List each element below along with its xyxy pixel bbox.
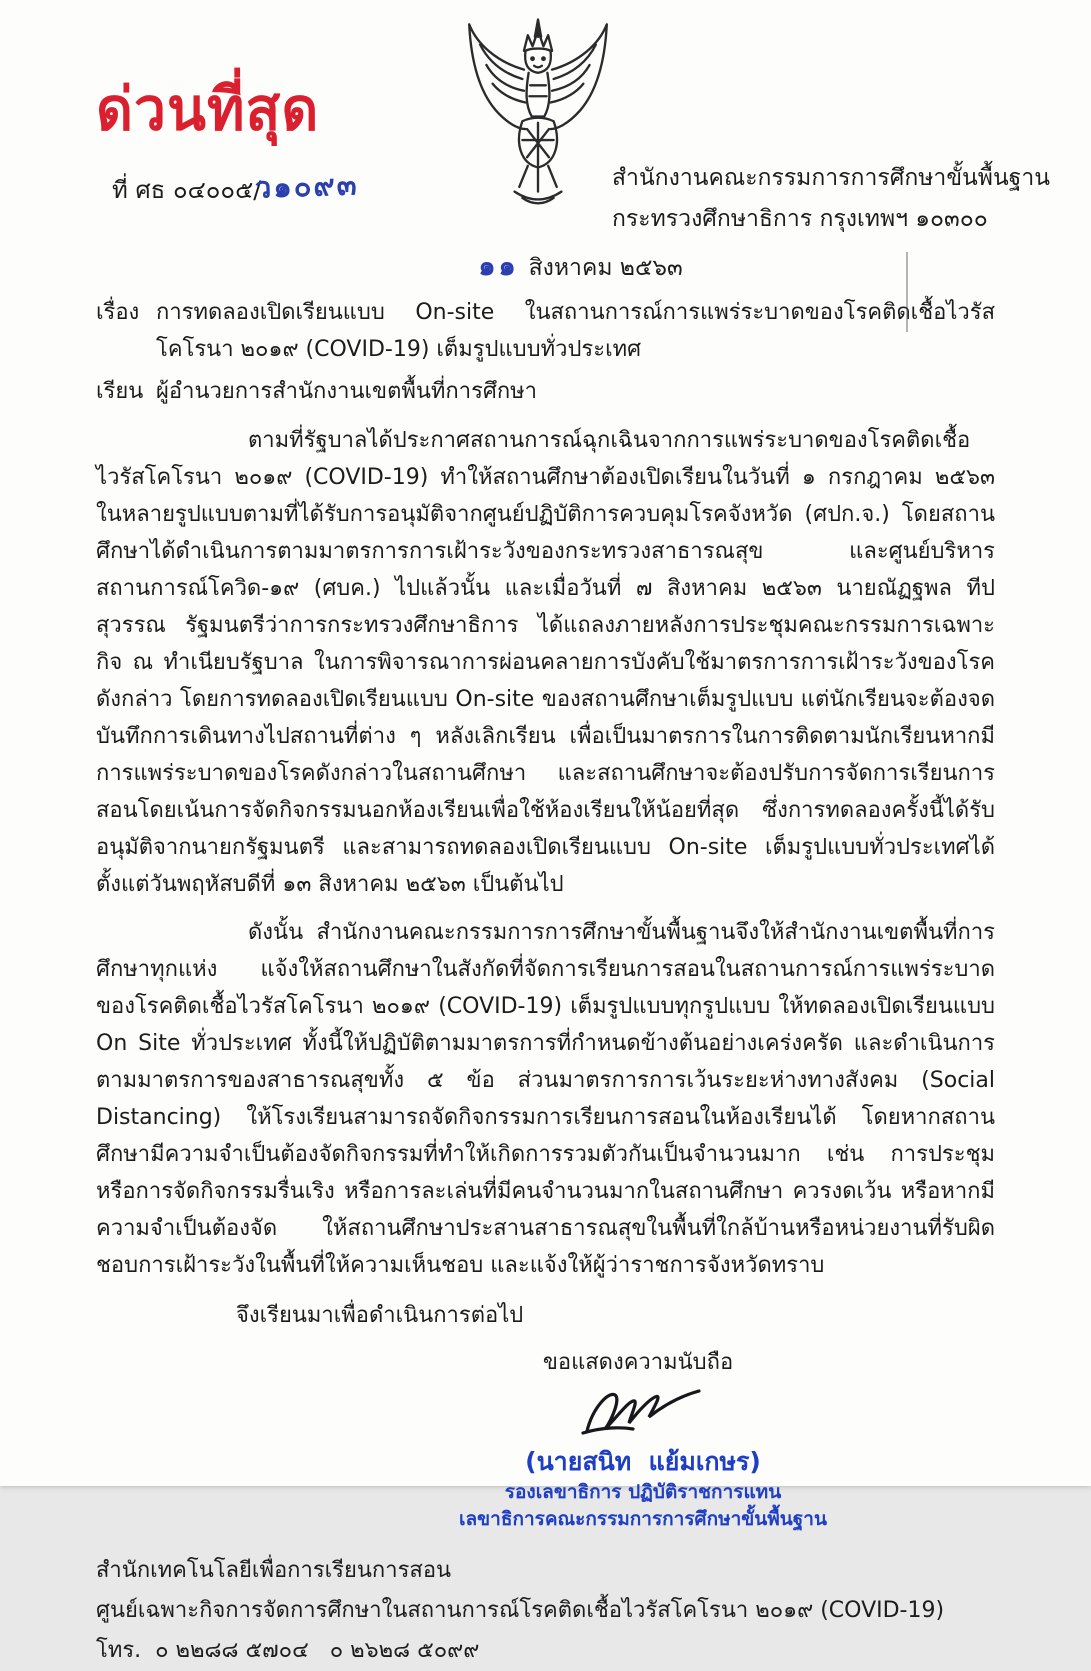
subject-label: เรื่อง [96, 300, 140, 325]
signature-icon [428, 1383, 858, 1445]
paragraph-1: ตามที่รัฐบาลได้ประกาศสถานการณ์ฉุกเฉินจากการแพร่ระบาดของโรคติดเชื้อไวรัสโคโรนา ๒๐๑๙ (COVID-19) ทำให้สถานศึกษาต้องเปิดเรียนในวันที่ ๑ กรกฎาคม ๒๕๖๓ ในหลายรูปแบบตามที่ได้รับการอนุมัติจากศูนย์ปฏิบัติการควบคุมโรคจังหวัด (ศปก.จ.) โดยสถานศึกษาได้ดำเนินการตามมาตรการการเฝ้าระวังของกระทรวงสาธารณสุข และศูนย์บริหารสถานการณ์โควิด-๑๙ (ศบค.) ไปแล้วนั้น และเมื่อวันที่ ๗ สิงหาคม ๒๕๖๓ นายณัฏฐพล ทีปสุวรรณ รัฐมนตรีว่าการกระทรวงศึกษาธิการ ได้แถลงภายหลังการประชุมคณะกรรมการเฉพาะกิจ ณ ทำเนียบรัฐบาล ในการพิจารณาการผ่อนคลายการบังคับใช้มาตรการการเฝ้าระวังของโรคดังกล่าว โดยการทดลองเปิดเรียนแบบ On-site ของสถานศึกษาเต็มรูปแบบ แต่นักเรียนจะต้องจดบันทึกการเดินทางไปสถานที่ต่าง ๆ หลังเลิกเรียน เพื่อเป็นมาตรการในการติดตามนักเรียนหากมีการแพร่ระบาดของโรคดังกล่าวในสถานศึกษา และสถานศึกษาจะต้องปรับการจัดการเรียนการสอนโดยเน้นการจัดกิจกรรมนอกห้องเรียนเพื่อใช้ห้องเรียนให้น้อยที่สุด ซึ่งการทดลองครั้งนี้ได้รับอนุมัติจากนายกรัฐมนตรี และสามารถทดลองเปิดเรียนแบบ On-site เต็มรูปแบบทั่วประเทศได้ ตั้งแต่วันพฤหัสบดีที่ ๑๓ สิงหาคม ๒๕๖๓ เป็นต้นไป [96, 428, 995, 897]
recipient-row [96, 373, 995, 410]
recipient-text: ผู้อำนวยการสำนักงานเขตพื้นที่การศึกษา [156, 379, 538, 404]
reference-number-handwritten: ว๑๐๙๓ [254, 167, 360, 205]
reference-number [112, 165, 365, 211]
paragraph-2: ดังนั้น สำนักงานคณะกรรมการการศึกษาขั้นพื้นฐานจึงให้สำนักงานเขตพื้นที่การศึกษาทุกแห่ง แจ้งให้สถานศึกษาในสังกัดที่จัดการเรียนการสอนในสถานการณ์การแพร่ระบาดของโรคติดเชื้อไวรัสโคโรนา ๒๐๑๙ (COVID-19) เต็มรูปแบบทุกรูปแบบ ให้ทดลองเปิดเรียนแบบ On Site ทั่วประเทศ ทั้งนี้ให้ปฏิบัติตามมาตรการที่กำหนดข้างต้นอย่างเคร่งครัด และดำเนินการตามมาตรการของสาธารณสุขทั้ง ๕ ข้อ ส่วนมาตรการการเว้นระยะห่างทางสังคม (Social Distancing) ให้โรงเรียนสามารถจัดกิจกรรมการเรียนการสอนในห้องเรียนได้ โดยหากสถานศึกษามีความจำเป็นต้องจัดกิจกรรมที่ทำให้เกิดการรวมตัวกันเป็นจำนวนมาก เช่น การประชุม หรือการจัดกิจกรรมรื่นเริง หรือการละเล่นที่มีคนจำนวนมากในสถานศึกษา ควรงดเว้น หรือหากมีความจำเป็นต้องจัด ให้สถานศึกษาประสานสาธารณสุขในพื้นที่ใกล้บ้านหรือหน่วยงานที่รับผิดชอบการเฝ้าระวังในพื้นที่ให้ความเห็นชอบ และแจ้งให้ผู้ว่าราชการจังหวัดทราบ [96, 920, 995, 1278]
agency-name: สำนักงานคณะกรรมการการศึกษาขั้นพื้นฐาน [612, 165, 1050, 191]
signature-block [428, 1383, 858, 1533]
salutation: ขอแสดงความนับถือ [542, 1350, 734, 1375]
subject-row [96, 294, 995, 368]
signer-name: (นายสนิท แย้มเกษร) [525, 1447, 761, 1476]
letter-date [0, 248, 1091, 286]
date-month-year: สิงหาคม ๒๕๖๓ [528, 255, 683, 281]
reference-number-printed: ที่ ศธ ๐๔๐๐๕/ [112, 176, 262, 204]
footer-bureau: สำนักเทคโนโลยีเพื่อการเรียนการสอน [96, 1558, 452, 1583]
footer-center: ศูนย์เฉพาะกิจการจัดการศึกษาในสถานการณ์โรคติดเชื้อไวรัสโคโรนา ๒๐๑๙ (COVID-19) [96, 1598, 945, 1623]
scan-artifact-line [906, 252, 908, 332]
garuda-emblem-icon [452, 12, 624, 218]
signer-title-1: รองเลขาธิการ ปฏิบัติราชการแทน [504, 1481, 782, 1503]
footer-phone: โทร. ๐ ๒๒๘๘ ๕๗๐๔ ๐ ๒๖๒๘ ๕๐๙๙ [96, 1638, 480, 1663]
agency-location: กระทรวงศึกษาธิการ กรุงเทพฯ ๑๐๓๐๐ [612, 206, 988, 232]
signer-title-2: เลขาธิการคณะกรรมการการศึกษาขั้นพื้นฐาน [459, 1508, 827, 1530]
letter-header [0, 0, 1091, 240]
letter-body [0, 294, 1091, 1381]
closing-line: จึงเรียนมาเพื่อดำเนินการต่อไป [236, 1303, 524, 1328]
agency-address [612, 158, 1050, 240]
subject-text: การทดลองเปิดเรียนแบบ On-site ในสถานการณ์การแพร่ระบาดของโรคติดเชื้อไวรัสโคโรนา ๒๐๑๙ (COVID-19) เต็มรูปแบบทั่วประเทศ [156, 300, 995, 362]
letter-footer [0, 1551, 1091, 1671]
urgency-stamp: ด่วนที่สุด [96, 75, 320, 145]
date-day-handwritten: ๑๑ [478, 251, 519, 282]
recipient-label: เรียน [96, 379, 144, 404]
